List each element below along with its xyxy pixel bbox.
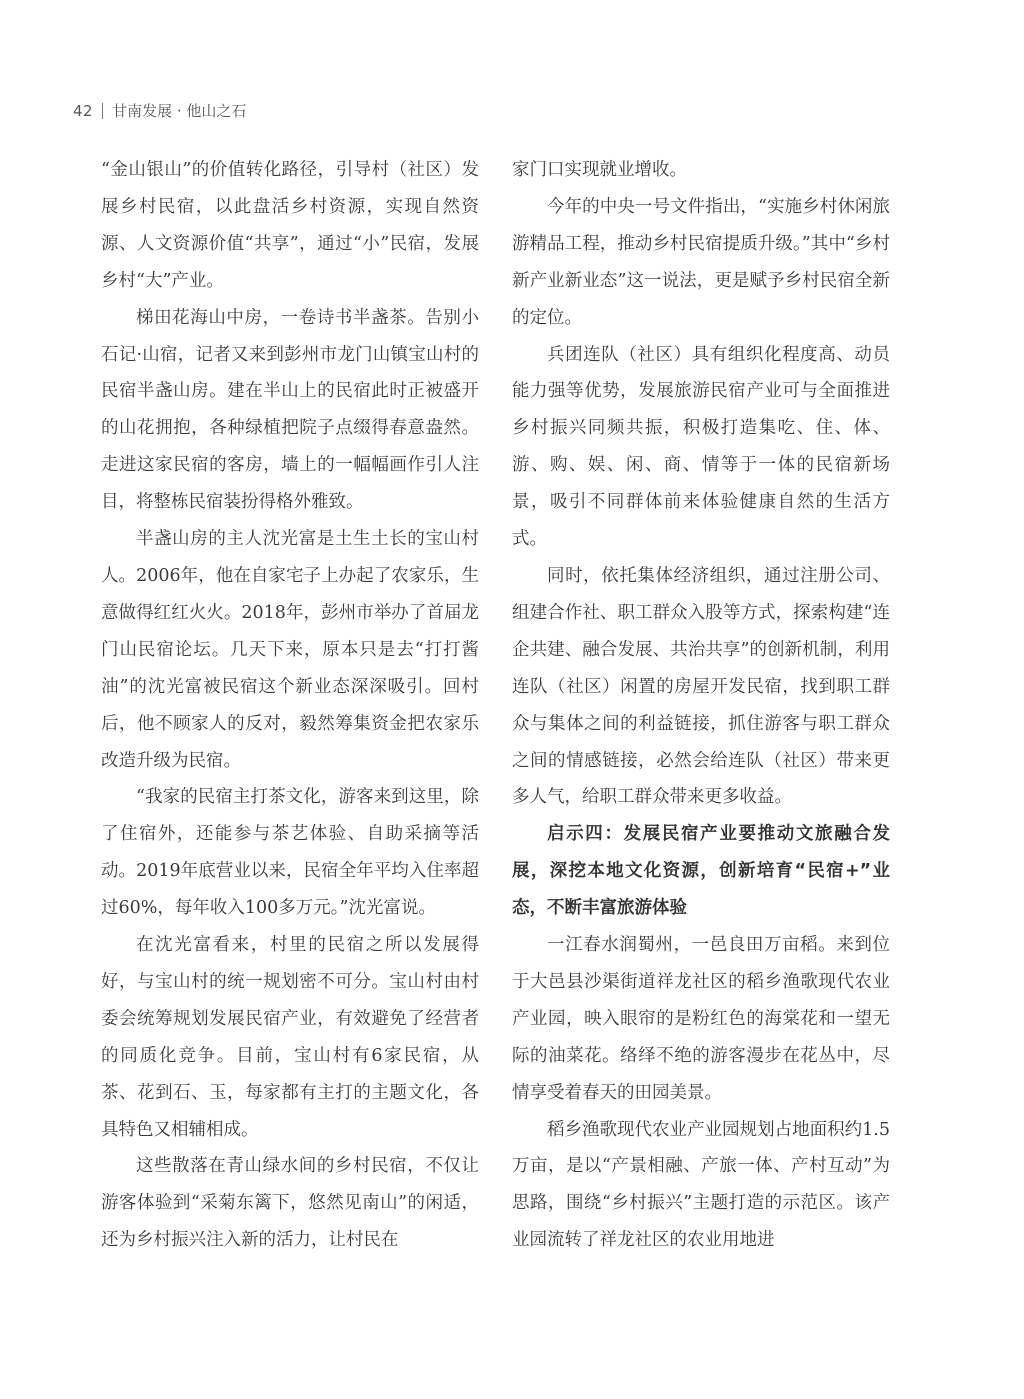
paragraph: “金山银山”的价值转化路径，引导村（社区）发展乡村民宿，以此盘活乡村资源，实现自然资源、人文资源价值“共享”，通过“小”民宿，发展乡村“大”产业。 (101, 160, 479, 291)
running-header (73, 100, 246, 121)
section-title: 甘南发展 · 他山之石 (112, 102, 247, 120)
left-column (101, 152, 479, 1259)
paragraph: 梯田花海山中房，一卷诗书半盏茶。告别小石记·山宿，记者又来到彭州市龙门山镇宝山村的民宿半盏山房。建在半山上的民宿此时正被盛开的山花拥抱，各种绿植把院子点缀得春意盎然。走进这家民宿的客房，墙上的一幅幅画作引人注目，将整栋民宿装扮得格外雅致。 (101, 307, 479, 513)
page-number: 42 (73, 101, 94, 120)
paragraph: “我家的民宿主打茶文化，游客来到这里，除了住宿外，还能参与茶艺体验、自助采摘等活动。2019年底营业以来，民宿全年平均入住率超过60%，每年收入100多万元。”沈光富说。 (101, 787, 479, 919)
paragraph-continuation: 家门口实现就业增收。 (512, 160, 687, 180)
paragraph: 一江春水润蜀州，一邑良田万亩稻。来到位于大邑县沙渠街道祥龙社区的稻乡渔歌现代农业产业园，映入眼帘的是粉红色的海棠花和一望无际的油菜花。络绎不绝的游客漫步在花丛中，尽情享受着春天的田园美景。 (512, 935, 890, 1103)
section-heading: 启示四：发展民宿产业要推动文旅融合发展，深挖本地文化资源，创新培育“民宿+”业态，不断丰富旅游体验 (512, 824, 890, 919)
paragraph: 同时，依托集体经济组织，通过注册公司、组建合作社、职工群众入股等方式，探索构建“连企共建、融合发展、共治共享”的创新机制，利用连队（社区）闲置的房屋开发民宿，找到职工群众与集体之间的利益链接，抓住游客与职工群众之间的情感链接，必然会给连队（社区）带来更多人气，给职工群众带来更多收益。 (512, 565, 890, 808)
paragraph: 在沈光富看来，村里的民宿之所以发展得好，与宝山村的统一规划密不可分。宝山村由村委会统筹规划发展民宿产业，有效避免了经营者的同质化竞争。目前，宝山村有6家民宿，从茶、花到石、玉，每家都有主打的主题文化，各具特色又相辅相成。 (101, 935, 479, 1140)
paragraph: 兵团连队（社区）具有组织化程度高、动员能力强等优势，发展旅游民宿产业可与全面推进乡村振兴同频共振，积极打造集吃、住、体、游、购、娱、闲、商、情等于一体的民宿新场景，吸引不同群体前来体验健康自然的生活方式。 (512, 344, 890, 550)
right-column (512, 152, 890, 1259)
paragraph: 这些散落在青山绿水间的乡村民宿，不仅让游客体验到“采菊东篱下，悠然见南山”的闲适，还为乡村振兴注入新的活力，让村民在 (101, 1156, 479, 1251)
paragraph: 半盏山房的主人沈光富是土生土长的宝山村人。2006年，他在自家宅子上办起了农家乐，生意做得红红火火。2018年，彭州市举办了首届龙门山民宿论坛。几天下来，原本只是去“打打酱油”的沈光富被民宿这个新业态深深吸引。回村后，他不顾家人的反对，毅然筹集资金把农家乐改造升级为民宿。 (101, 529, 479, 771)
paragraph: 今年的中央一号文件指出，“实施乡村休闲旅游精品工程，推动乡村民宿提质升级。”其中“乡村新产业新业态”这一说法，更是赋予乡村民宿全新的定位。 (512, 196, 890, 328)
header-divider (102, 103, 103, 119)
paragraph: 稻乡渔歌现代农业产业园规划占地面积约1.5万亩，是以“产景相融、产旅一体、产村互动”为思路，围绕“乡村振兴”主题打造的示范区。该产业园流转了祥龙社区的农业用地进 (512, 1119, 890, 1251)
